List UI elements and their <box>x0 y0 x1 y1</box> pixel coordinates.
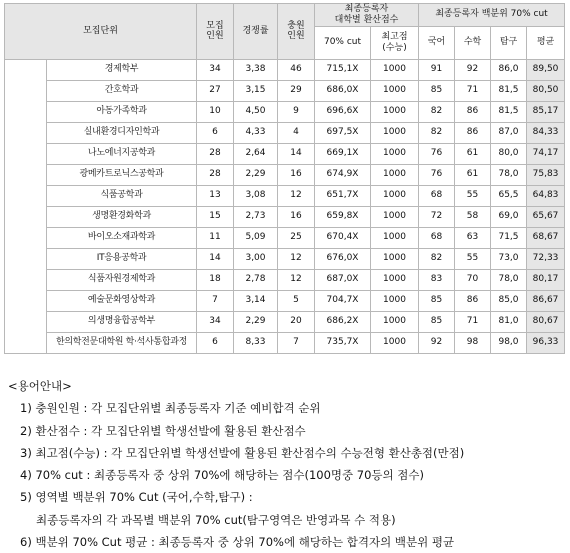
table-row <box>5 185 565 206</box>
department-cell: 의생명융합공학부 <box>47 311 197 332</box>
max-score-cell: 1000 <box>371 122 419 143</box>
cut70-cell: 696,6X <box>315 101 371 122</box>
quota-cell: 10 <box>197 101 234 122</box>
average-cell: 80,50 <box>527 80 565 101</box>
math-cell: 86 <box>455 290 491 311</box>
filled-cell: 5 <box>278 290 315 311</box>
max-score-cell: 1000 <box>371 311 419 332</box>
competition-cell: 3,38 <box>234 59 278 80</box>
max-score-cell: 1000 <box>371 143 419 164</box>
max-score-cell: 1000 <box>371 290 419 311</box>
cut70-cell: 715,1X <box>315 59 371 80</box>
table-row <box>5 80 565 101</box>
math-cell: 92 <box>455 59 491 80</box>
average-cell: 96,33 <box>527 332 565 353</box>
header-math: 수학 <box>455 26 491 59</box>
competition-cell: 5,09 <box>234 227 278 248</box>
korean-cell: 76 <box>419 143 455 164</box>
term-item-continuation: 최종등록자의 각 과목별 백분위 70% cut(탐구영역은 반영과목 수 적용) <box>36 512 396 527</box>
math-cell: 55 <box>455 185 491 206</box>
average-cell: 84,33 <box>527 122 565 143</box>
korean-cell: 82 <box>419 122 455 143</box>
average-cell: 80,67 <box>527 311 565 332</box>
filled-cell: 46 <box>278 59 315 80</box>
term-item: 2) 환산점수 : 각 모집단위별 학생선발에 활용된 환산점수 <box>20 423 306 438</box>
table-row <box>5 143 565 164</box>
max-score-cell: 1000 <box>371 185 419 206</box>
filled-cell: 12 <box>278 185 315 206</box>
header-competition: 경쟁률 <box>234 4 278 60</box>
inquiry-cell: 81,5 <box>491 101 527 122</box>
table-row <box>5 227 565 248</box>
average-cell: 80,17 <box>527 269 565 290</box>
filled-cell: 16 <box>278 164 315 185</box>
average-cell: 85,17 <box>527 101 565 122</box>
filled-cell: 25 <box>278 227 315 248</box>
inquiry-cell: 69,0 <box>491 206 527 227</box>
korean-cell: 68 <box>419 227 455 248</box>
table-row <box>5 101 565 122</box>
header-korean: 국어 <box>419 26 455 59</box>
korean-cell: 82 <box>419 248 455 269</box>
korean-cell: 85 <box>419 311 455 332</box>
max-score-cell: 1000 <box>371 206 419 227</box>
quota-cell: 34 <box>197 59 234 80</box>
competition-cell: 2,29 <box>234 164 278 185</box>
math-cell: 86 <box>455 101 491 122</box>
math-cell: 71 <box>455 311 491 332</box>
department-cell: 경제학부 <box>47 59 197 80</box>
cut70-cell: 686,0X <box>315 80 371 101</box>
inquiry-cell: 78,0 <box>491 269 527 290</box>
math-cell: 86 <box>455 122 491 143</box>
average-cell: 86,67 <box>527 290 565 311</box>
korean-cell: 91 <box>419 59 455 80</box>
inquiry-cell: 81,0 <box>491 311 527 332</box>
term-item: 6) 백분위 70% Cut 평균 : 최종등록자 중 상위 70%에 해당하는 합격자의 백분위 평균 <box>20 535 455 550</box>
math-cell: 98 <box>455 332 491 353</box>
header-max: 최고점 (수능) <box>371 26 419 59</box>
cut70-cell: 669,1X <box>315 143 371 164</box>
filled-cell: 29 <box>278 80 315 101</box>
table-row <box>5 311 565 332</box>
inquiry-cell: 87,0 <box>491 122 527 143</box>
cut70-cell: 651,7X <box>315 185 371 206</box>
korean-cell: 85 <box>419 80 455 101</box>
competition-cell: 8,33 <box>234 332 278 353</box>
department-cell: 생명환경화학과 <box>47 206 197 227</box>
quota-cell: 28 <box>197 164 234 185</box>
quota-cell: 6 <box>197 332 234 353</box>
max-score-cell: 1000 <box>371 80 419 101</box>
inquiry-cell: 81,5 <box>491 80 527 101</box>
korean-cell: 85 <box>419 290 455 311</box>
quota-cell: 15 <box>197 206 234 227</box>
inquiry-cell: 65,5 <box>491 185 527 206</box>
department-cell: 나노에너지공학과 <box>47 143 197 164</box>
filled-cell: 20 <box>278 311 315 332</box>
department-cell: 광메카트로닉스공학과 <box>47 164 197 185</box>
cut70-cell: 670,4X <box>315 227 371 248</box>
quota-cell: 14 <box>197 248 234 269</box>
terms-guide <box>8 375 464 553</box>
department-cell: 간호학과 <box>47 80 197 101</box>
header-univ-score-group: 최종등록자 대학별 환산점수 <box>315 4 419 27</box>
table-row <box>5 269 565 290</box>
average-cell: 89,50 <box>527 59 565 80</box>
department-cell: 실내환경디자인학과 <box>47 122 197 143</box>
competition-cell: 2,29 <box>234 311 278 332</box>
math-cell: 58 <box>455 206 491 227</box>
header-quota: 모집 인원 <box>197 4 234 60</box>
max-score-cell: 1000 <box>371 59 419 80</box>
quota-cell: 28 <box>197 143 234 164</box>
average-cell: 65,67 <box>527 206 565 227</box>
quota-cell: 34 <box>197 311 234 332</box>
max-score-cell: 1000 <box>371 269 419 290</box>
max-score-cell: 1000 <box>371 164 419 185</box>
korean-cell: 83 <box>419 269 455 290</box>
competition-cell: 2,78 <box>234 269 278 290</box>
cut70-cell: 659,8X <box>315 206 371 227</box>
results-table <box>4 3 565 354</box>
cut70-cell: 674,9X <box>315 164 371 185</box>
competition-cell: 4,33 <box>234 122 278 143</box>
table-row <box>5 206 565 227</box>
quota-cell: 27 <box>197 80 234 101</box>
department-cell: 바이오소재과학과 <box>47 227 197 248</box>
header-average: 평균 <box>527 26 565 59</box>
table-row <box>5 164 565 185</box>
competition-cell: 3,15 <box>234 80 278 101</box>
max-score-cell: 1000 <box>371 101 419 122</box>
competition-cell: 3,14 <box>234 290 278 311</box>
inquiry-cell: 80,0 <box>491 143 527 164</box>
inquiry-cell: 85,0 <box>491 290 527 311</box>
department-cell: 한의학전문대학원 학·석사통합과정 <box>47 332 197 353</box>
term-item: 3) 최고점(수능) : 각 모집단위별 학생선발에 활용된 환산점수의 수능전형 환산총점(만점) <box>20 445 465 460</box>
korean-cell: 82 <box>419 101 455 122</box>
cut70-cell: 704,7X <box>315 290 371 311</box>
cut70-cell: 676,0X <box>315 248 371 269</box>
header-inquiry: 탐구 <box>491 26 527 59</box>
quota-cell: 6 <box>197 122 234 143</box>
filled-cell: 12 <box>278 248 315 269</box>
header-unit: 모집단위 <box>5 4 197 60</box>
quota-cell: 18 <box>197 269 234 290</box>
math-cell: 55 <box>455 248 491 269</box>
filled-cell: 12 <box>278 269 315 290</box>
department-cell: 아동가족학과 <box>47 101 197 122</box>
average-cell: 72,33 <box>527 248 565 269</box>
average-cell: 64,83 <box>527 185 565 206</box>
filled-cell: 9 <box>278 101 315 122</box>
inquiry-cell: 73,0 <box>491 248 527 269</box>
header-filled: 충원 인원 <box>278 4 315 60</box>
max-score-cell: 1000 <box>371 248 419 269</box>
table-body <box>5 59 565 353</box>
filled-cell: 16 <box>278 206 315 227</box>
group-stub-cell <box>5 59 47 353</box>
cut70-cell: 697,5X <box>315 122 371 143</box>
quota-cell: 7 <box>197 290 234 311</box>
max-score-cell: 1000 <box>371 332 419 353</box>
korean-cell: 92 <box>419 332 455 353</box>
cut70-cell: 687,0X <box>315 269 371 290</box>
cut70-cell: 735,7X <box>315 332 371 353</box>
math-cell: 71 <box>455 80 491 101</box>
average-cell: 74,17 <box>527 143 565 164</box>
filled-cell: 4 <box>278 122 315 143</box>
term-item: 5) 영역별 백분위 70% Cut (국어,수학,탐구) : <box>20 490 253 505</box>
table-row <box>5 59 565 80</box>
max-score-cell: 1000 <box>371 227 419 248</box>
inquiry-cell: 86,0 <box>491 59 527 80</box>
cut70-cell: 686,2X <box>315 311 371 332</box>
average-cell: 68,67 <box>527 227 565 248</box>
table-row <box>5 290 565 311</box>
term-item: 1) 충원인원 : 각 모집단위별 최종등록자 기준 예비합격 순위 <box>20 401 321 416</box>
quota-cell: 11 <box>197 227 234 248</box>
table-row <box>5 332 565 353</box>
korean-cell: 72 <box>419 206 455 227</box>
terms-title: <용어안내> <box>8 379 72 393</box>
department-cell: IT응용공학과 <box>47 248 197 269</box>
math-cell: 61 <box>455 143 491 164</box>
header-cut70: 70% cut <box>315 26 371 59</box>
math-cell: 70 <box>455 269 491 290</box>
inquiry-cell: 98,0 <box>491 332 527 353</box>
table-row <box>5 248 565 269</box>
table-row <box>5 122 565 143</box>
filled-cell: 7 <box>278 332 315 353</box>
inquiry-cell: 71,5 <box>491 227 527 248</box>
math-cell: 61 <box>455 164 491 185</box>
department-cell: 예술문화영상학과 <box>47 290 197 311</box>
korean-cell: 76 <box>419 164 455 185</box>
korean-cell: 68 <box>419 185 455 206</box>
department-cell: 식품공학과 <box>47 185 197 206</box>
competition-cell: 4,50 <box>234 101 278 122</box>
competition-cell: 3,08 <box>234 185 278 206</box>
department-cell: 식품자원경제학과 <box>47 269 197 290</box>
header-percentile-group: 최종등록자 백분위 70% cut <box>419 4 565 27</box>
average-cell: 75,83 <box>527 164 565 185</box>
competition-cell: 2,73 <box>234 206 278 227</box>
inquiry-cell: 78,0 <box>491 164 527 185</box>
math-cell: 63 <box>455 227 491 248</box>
quota-cell: 13 <box>197 185 234 206</box>
filled-cell: 14 <box>278 143 315 164</box>
competition-cell: 3,00 <box>234 248 278 269</box>
competition-cell: 2,64 <box>234 143 278 164</box>
term-item: 4) 70% cut : 최종등록자 중 상위 70%에 해당하는 점수(100명중 70등의 점수) <box>20 468 424 483</box>
